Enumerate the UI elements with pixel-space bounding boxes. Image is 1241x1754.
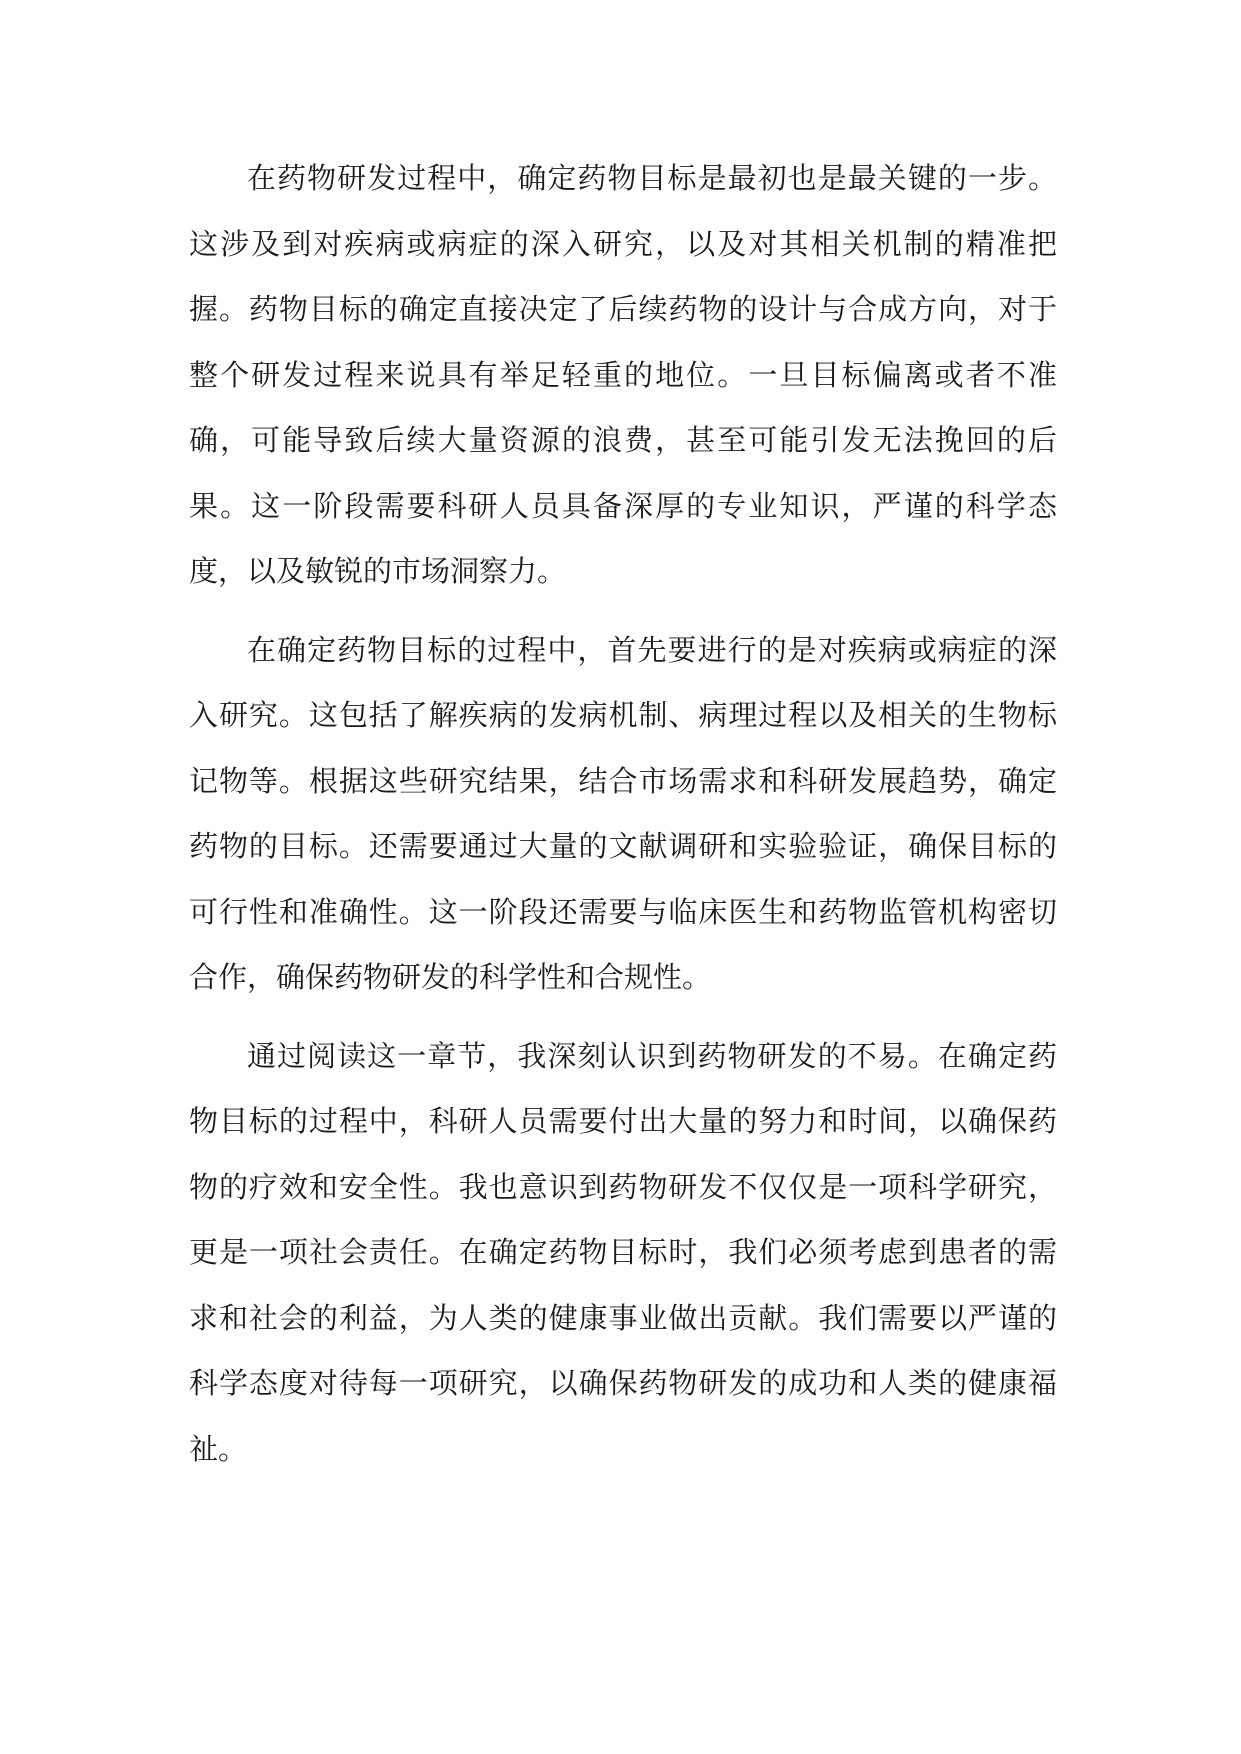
paragraph-2: 在确定药物目标的过程中，首先要进行的是对疾病或病症的深入研究。这包括了解疾病的发病机制、病理过程以及相关的生物标记物等。根据这些研究结果，结合市场需求和科研发展趋势，确定药物的目标。还需要通过大量的文献调研和实验验证，确保目标的可行性和准确性。这一阶段还需要与临床医生和药物监管机构密切合作，确保药物研发的科学性和合规性。 (189, 632, 1057, 994)
paragraph-1: 在药物研发过程中，确定药物目标是最初也是最关键的一步。这涉及到对疾病或病症的深入研究，以及对其相关机制的精准把握。药物目标的确定直接决定了后续药物的设计与合成方向，对于整个研发过程来说具有举足轻重的地位。一旦目标偏离或者不准确，可能导致后续大量资源的浪费，甚至可能引发无法挽回的后果。这一阶段需要科研人员具备深厚的专业知识，严谨的科学态度，以及敏锐的市场洞察力。 (189, 161, 1057, 588)
body-text (189, 146, 1057, 1495)
paragraph-3: 通过阅读这一章节，我深刻认识到药物研发的不易。在确定药物目标的过程中，科研人员需要付出大量的努力和时间，以确保药物的疗效和安全性。我也意识到药物研发不仅仅是一项科学研究，更是一项社会责任。在确定药物目标时，我们必须考虑到患者的需求和社会的利益，为人类的健康事业做出贡献。我们需要以严谨的科学态度对待每一项研究，以确保药物研发的成功和人类的健康福祉。 (189, 1038, 1057, 1466)
